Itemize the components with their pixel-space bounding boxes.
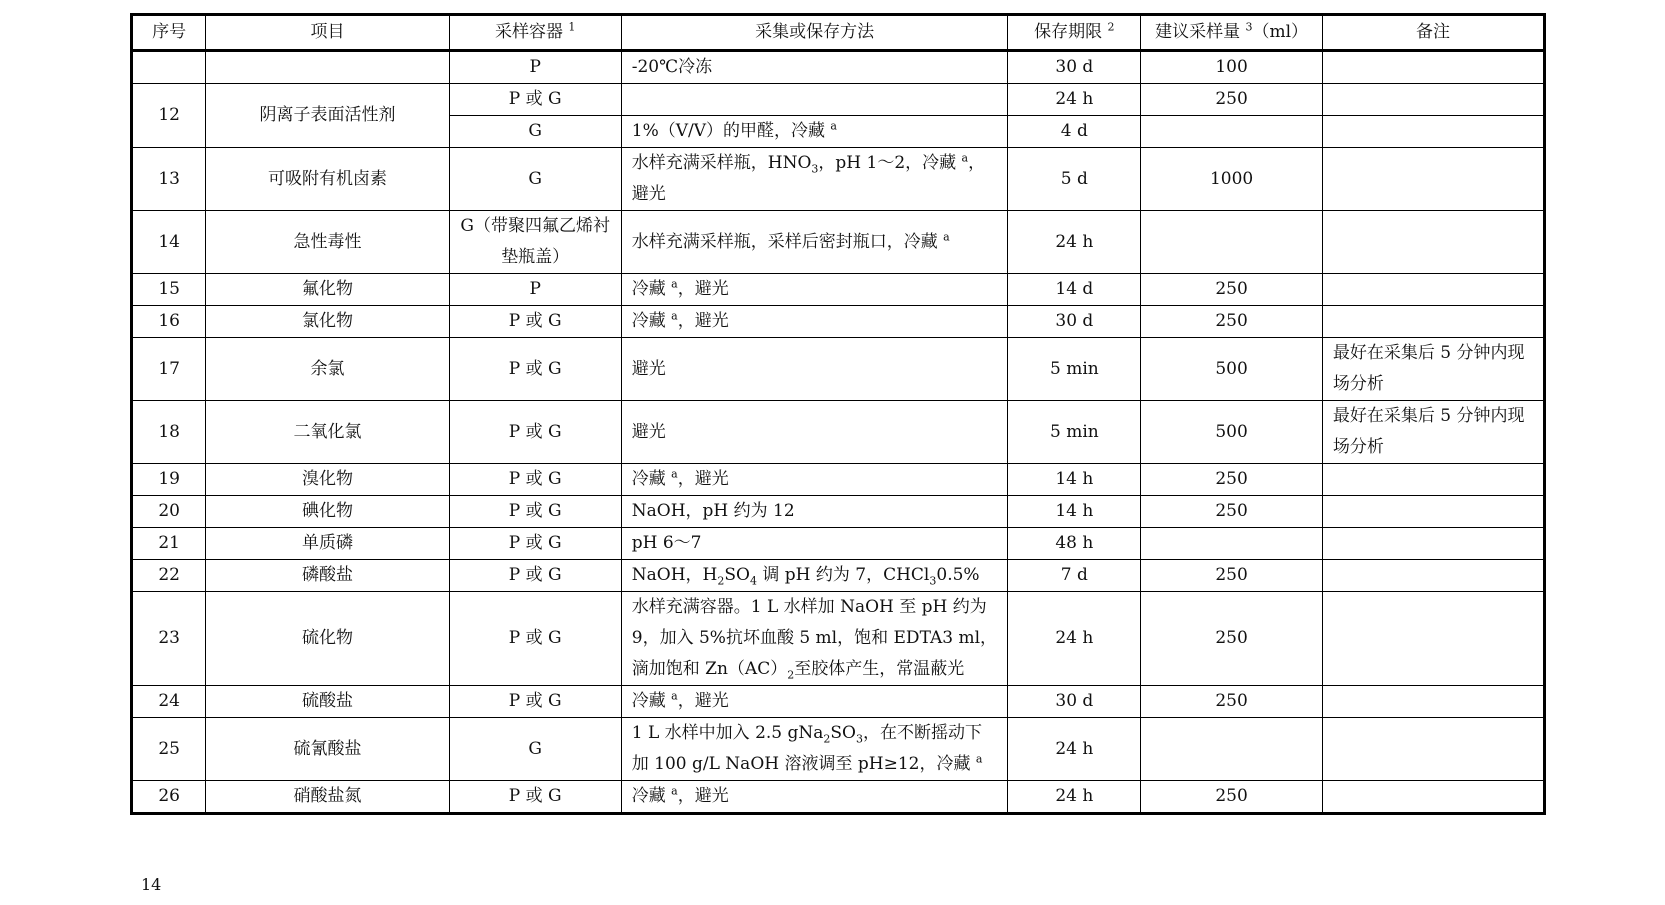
- table-row: [132, 401, 1545, 464]
- cell-item: [206, 51, 449, 84]
- header-method: 采集或保存方法: [621, 15, 1008, 51]
- cell-container: G: [449, 116, 621, 148]
- footnote-mark: a: [961, 151, 969, 165]
- cell-item: 硫酸盐: [206, 686, 449, 718]
- cell-container: P 或 G: [449, 686, 621, 718]
- cell-method: 水样充满采样瓶，$HNO_3$，pH 1～2，冷藏 $^a$，避光: [621, 148, 1008, 211]
- cell-volume: 500: [1141, 338, 1323, 401]
- cell-method: NaOH，$H_2SO_4$ 调 pH 约为 7，CHCl$_3$0.5%: [621, 560, 1008, 592]
- cell-method: 避光: [621, 338, 1008, 401]
- cell-no: 22: [132, 560, 206, 592]
- header-volume: 建议采样量 $^3$（ml）: [1141, 15, 1323, 51]
- footnote-mark: a: [671, 309, 678, 323]
- cell-note: [1322, 116, 1544, 148]
- cell-item: 硫氰酸盐: [206, 718, 449, 781]
- cell-note: [1322, 464, 1544, 496]
- cell-method: pH 6～7: [621, 528, 1008, 560]
- cell-no: 25: [132, 718, 206, 781]
- cell-no: 26: [132, 781, 206, 814]
- footnote-mark: a: [943, 229, 950, 243]
- cell-item: 硝酸盐氮: [206, 781, 449, 814]
- footnote-mark: a: [671, 277, 678, 291]
- cell-method: 冷藏 $^a$，避光: [621, 686, 1008, 718]
- cell-volume: 250: [1141, 306, 1323, 338]
- cell-method: NaOH，pH 约为 12: [621, 496, 1008, 528]
- cell-period: 24 h: [1008, 211, 1141, 274]
- cell-method: 冷藏 $^a$，避光: [621, 274, 1008, 306]
- cell-volume: 500: [1141, 401, 1323, 464]
- table-row: [132, 338, 1545, 401]
- cell-period: 30 d: [1008, 686, 1141, 718]
- cell-note: [1322, 686, 1544, 718]
- cell-note: [1322, 560, 1544, 592]
- sampling-table: [130, 13, 1546, 815]
- table-row: [132, 528, 1545, 560]
- cell-note: [1322, 306, 1544, 338]
- cell-container: P 或 G: [449, 560, 621, 592]
- cell-period: 4 d: [1008, 116, 1141, 148]
- table-row: [132, 781, 1545, 814]
- cell-item: 氟化物: [206, 274, 449, 306]
- table-row: [132, 464, 1545, 496]
- cell-item: 急性毒性: [206, 211, 449, 274]
- cell-no: 14: [132, 211, 206, 274]
- footnote-mark: a: [671, 784, 678, 798]
- cell-item: 氯化物: [206, 306, 449, 338]
- cell-note: [1322, 781, 1544, 814]
- cell-method: -20℃冷冻: [621, 51, 1008, 84]
- cell-item: 阴离子表面活性剂: [206, 84, 449, 148]
- cell-container: P 或 G: [449, 84, 621, 116]
- cell-volume: 250: [1141, 464, 1323, 496]
- cell-container: P 或 G: [449, 464, 621, 496]
- cell-container: G: [449, 148, 621, 211]
- cell-period: 14 h: [1008, 464, 1141, 496]
- cell-no: 15: [132, 274, 206, 306]
- cell-container: P 或 G: [449, 401, 621, 464]
- cell-period: 24 h: [1008, 718, 1141, 781]
- table-row: [132, 306, 1545, 338]
- cell-note: 最好在采集后 5 分钟内现场分析: [1322, 338, 1544, 401]
- cell-period: 24 h: [1008, 781, 1141, 814]
- footnote-mark: a: [975, 752, 983, 766]
- footnote-mark: a: [671, 689, 678, 703]
- table-row: [132, 560, 1545, 592]
- cell-volume: [1141, 528, 1323, 560]
- cell-container: P 或 G: [449, 338, 621, 401]
- cell-volume: [1141, 718, 1323, 781]
- table-row: [132, 686, 1545, 718]
- cell-container: G: [449, 718, 621, 781]
- cell-volume: 250: [1141, 781, 1323, 814]
- cell-volume: 250: [1141, 274, 1323, 306]
- cell-period: 5 min: [1008, 401, 1141, 464]
- cell-period: 14 h: [1008, 496, 1141, 528]
- cell-note: [1322, 84, 1544, 116]
- cell-no: 17: [132, 338, 206, 401]
- cell-note: [1322, 528, 1544, 560]
- cell-container: P 或 G: [449, 306, 621, 338]
- header-no: 序号: [132, 15, 206, 51]
- cell-volume: 250: [1141, 496, 1323, 528]
- cell-period: 5 min: [1008, 338, 1141, 401]
- table-row: [132, 496, 1545, 528]
- header-item: 项目: [206, 15, 449, 51]
- cell-item: 二氧化氯: [206, 401, 449, 464]
- cell-note: [1322, 718, 1544, 781]
- cell-note: [1322, 51, 1544, 84]
- cell-container: P: [449, 274, 621, 306]
- footnote-mark: 3: [1245, 20, 1253, 34]
- cell-period: 24 h: [1008, 592, 1141, 686]
- cell-item: 溴化物: [206, 464, 449, 496]
- cell-container: P 或 G: [449, 592, 621, 686]
- cell-method: 1 L 水样中加入 2.5 $gNa_2SO_3$，在不断摇动下加 100 g/L NaOH 溶液调至 pH≥12，冷藏 $^a$: [621, 718, 1008, 781]
- cell-method: 1%（V/V）的甲醛，冷藏 $^a$: [621, 116, 1008, 148]
- cell-volume: 250: [1141, 560, 1323, 592]
- header-period: 保存期限 $^2$: [1008, 15, 1141, 51]
- cell-note: [1322, 274, 1544, 306]
- cell-method: 避光: [621, 401, 1008, 464]
- cell-no: 23: [132, 592, 206, 686]
- cell-container: G（带聚四氟乙烯衬垫瓶盖）: [449, 211, 621, 274]
- cell-note: 最好在采集后 5 分钟内现场分析: [1322, 401, 1544, 464]
- cell-no: [132, 51, 206, 84]
- cell-period: 24 h: [1008, 84, 1141, 116]
- cell-volume: [1141, 116, 1323, 148]
- cell-period: 7 d: [1008, 560, 1141, 592]
- cell-period: 48 h: [1008, 528, 1141, 560]
- footnote-mark: a: [671, 467, 678, 481]
- cell-container: P 或 G: [449, 781, 621, 814]
- cell-container: P: [449, 51, 621, 84]
- cell-method: [621, 84, 1008, 116]
- cell-note: [1322, 496, 1544, 528]
- cell-note: [1322, 211, 1544, 274]
- cell-method: 冷藏 $^a$，避光: [621, 464, 1008, 496]
- cell-item: 可吸附有机卤素: [206, 148, 449, 211]
- cell-no: 13: [132, 148, 206, 211]
- cell-no: 20: [132, 496, 206, 528]
- table-row: [132, 274, 1545, 306]
- cell-method: 水样充满采样瓶，采样后密封瓶口，冷藏 $^a$: [621, 211, 1008, 274]
- cell-no: 19: [132, 464, 206, 496]
- table-row: [132, 84, 1545, 116]
- table-row: [132, 592, 1545, 686]
- cell-volume: [1141, 211, 1323, 274]
- table-row: [132, 148, 1545, 211]
- cell-no: 16: [132, 306, 206, 338]
- cell-method: 冷藏 $^a$，避光: [621, 306, 1008, 338]
- cell-volume: 100: [1141, 51, 1323, 84]
- cell-period: 5 d: [1008, 148, 1141, 211]
- cell-note: [1322, 148, 1544, 211]
- footnote-mark: 1: [568, 20, 576, 34]
- cell-no: 18: [132, 401, 206, 464]
- cell-period: 30 d: [1008, 306, 1141, 338]
- page-number: 14: [141, 875, 162, 894]
- table-header-row: [132, 15, 1545, 51]
- header-container: 采样容器 $^1$: [449, 15, 621, 51]
- cell-item: 单质磷: [206, 528, 449, 560]
- cell-no: 21: [132, 528, 206, 560]
- cell-item: 磷酸盐: [206, 560, 449, 592]
- table-row: [132, 718, 1545, 781]
- cell-period: 30 d: [1008, 51, 1141, 84]
- footnote-mark: 2: [1107, 20, 1115, 34]
- cell-period: 14 d: [1008, 274, 1141, 306]
- cell-container: P 或 G: [449, 528, 621, 560]
- cell-method: 水样充满容器。1 L 水样加 NaOH 至 pH 约为 9，加入 5%抗坏血酸 5 ml，饱和 EDTA3 ml，滴加饱和 $Zn(AC)_2$至胶体产生，常温蔽光: [621, 592, 1008, 686]
- cell-item: 硫化物: [206, 592, 449, 686]
- cell-no: 12: [132, 84, 206, 148]
- header-note: 备注: [1322, 15, 1544, 51]
- cell-item: 余氯: [206, 338, 449, 401]
- table-row: [132, 51, 1545, 84]
- cell-no: 24: [132, 686, 206, 718]
- cell-volume: 250: [1141, 686, 1323, 718]
- table-row: [132, 211, 1545, 274]
- footnote-mark: a: [830, 119, 837, 133]
- cell-method: 冷藏 $^a$，避光: [621, 781, 1008, 814]
- cell-item: 碘化物: [206, 496, 449, 528]
- cell-container: P 或 G: [449, 496, 621, 528]
- cell-note: [1322, 592, 1544, 686]
- cell-volume: 250: [1141, 84, 1323, 116]
- cell-volume: 250: [1141, 592, 1323, 686]
- cell-volume: 1000: [1141, 148, 1323, 211]
